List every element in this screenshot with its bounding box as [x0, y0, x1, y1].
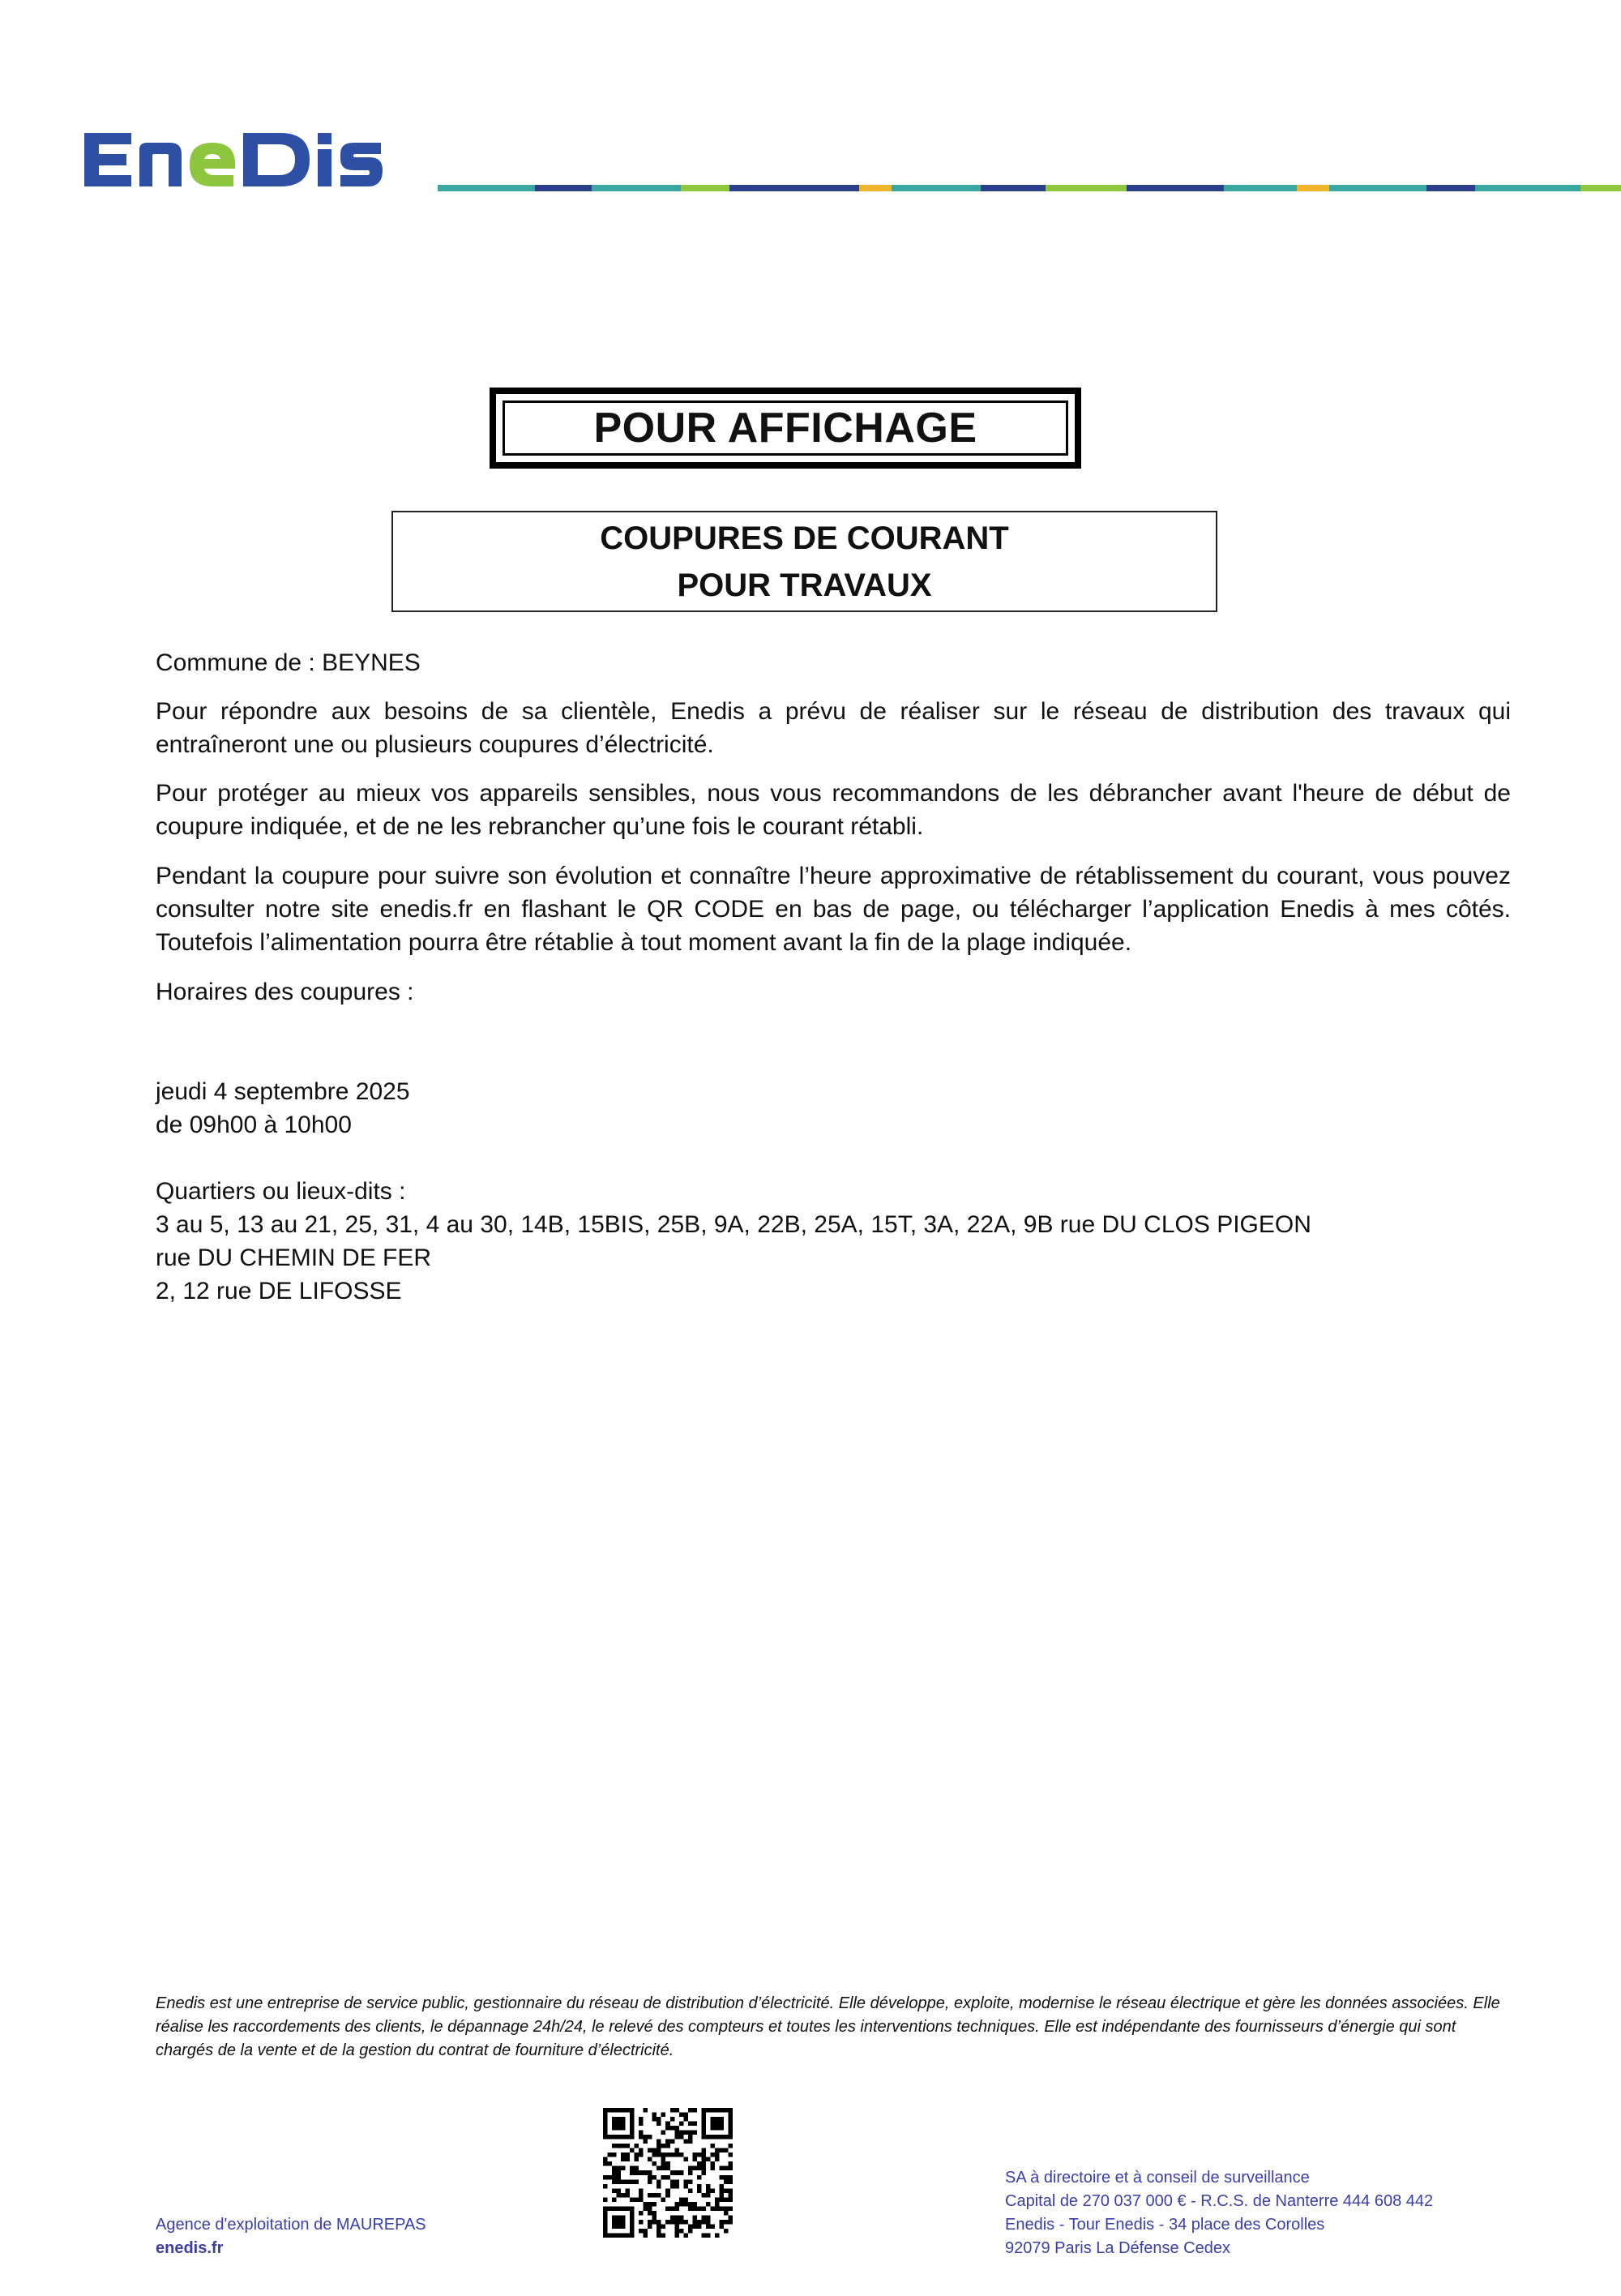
header-decorative-line	[438, 185, 1621, 191]
outage-time-range: de 09h00 à 10h00	[156, 1112, 352, 1138]
website-link[interactable]: enedis.fr	[156, 2239, 224, 2257]
intro-paragraph: Pour répondre aux besoins de sa clientèle, Enedis a prévu de réaliser sur le réseau de distribution des travaux qui entraîneront une ou plusieurs coupures d’électricité.	[156, 698, 1511, 758]
notice-title-line2: POUR TRAVAUX	[677, 567, 932, 603]
qr-code-icon	[603, 2108, 733, 2238]
display-label-box	[490, 388, 1081, 469]
company-disclaimer: Enedis est une entreprise de service public, gestionnaire du réseau de distribution d’électricité. Elle développe, exploite, modernise le réseau électrique et gère les données associées. Elle réalise les raccordements des clients, le dépannage 24h/24, le relevé des compteurs et toutes les interventions techniques. Elle est indépendante des fournisseurs d’énergie qui sont chargés de la vente et de la gestion du contrat de fourniture d’électricité.	[156, 1994, 1500, 2059]
schedule-heading: Horaires des coupures :	[156, 979, 414, 1005]
legal-line: SA à directoire et à conseil de surveillance	[1005, 2169, 1310, 2187]
legal-line: 92079 Paris La Défense Cedex	[1005, 2239, 1230, 2257]
locations-heading: Quartiers ou lieux-dits :	[156, 1178, 406, 1205]
commune-line: Commune de : BEYNES	[156, 649, 421, 676]
location-item: rue DU CHEMIN DE FER	[156, 1244, 432, 1271]
location-item: 2, 12 rue DE LIFOSSE	[156, 1278, 402, 1304]
tracking-paragraph: Pendant la coupure pour suivre son évolution et connaître l’heure approximative de rétablissement du courant, vous pouvez consulter notre site enedis.fr en flashant le QR CODE en bas de page, ou télécharger l’application Enedis à mes côtés. Toutefois l’alimentation pourra être rétablie à tout moment avant la fin de la plage indiquée.	[156, 863, 1511, 956]
footer-agency-block	[156, 2213, 426, 2260]
notice-title-box	[391, 511, 1217, 612]
enedis-logo	[81, 122, 421, 199]
qr-code[interactable]	[603, 2108, 733, 2242]
legal-line: Capital de 270 037 000 € - R.C.S. de Nanterre 444 608 442	[1005, 2192, 1434, 2210]
agency-name: Agence d'exploitation de MAUREPAS	[156, 2216, 426, 2234]
notice-title-line1: COUPURES DE COURANT	[600, 520, 1009, 556]
outage-date: jeudi 4 septembre 2025	[156, 1078, 410, 1105]
display-label: POUR AFFICHAGE	[503, 401, 1068, 456]
enedis-logo-graphic	[81, 122, 421, 199]
advice-paragraph: Pour protéger au mieux vos appareils sensibles, nous vous recommandons de les débrancher avant l'heure de début de coupure indiquée, et de ne les rebrancher qu’une fois le courant rétabli.	[156, 780, 1511, 840]
footer-legal-block	[1005, 2166, 1433, 2260]
location-item: 3 au 5, 13 au 21, 25, 31, 4 au 30, 14B, 15BIS, 25B, 9A, 22B, 25A, 15T, 3A, 22A, 9B rue DU CLOS PIGEON	[156, 1211, 1311, 1238]
legal-line: Enedis - Tour Enedis - 34 place des Corolles	[1005, 2216, 1325, 2234]
